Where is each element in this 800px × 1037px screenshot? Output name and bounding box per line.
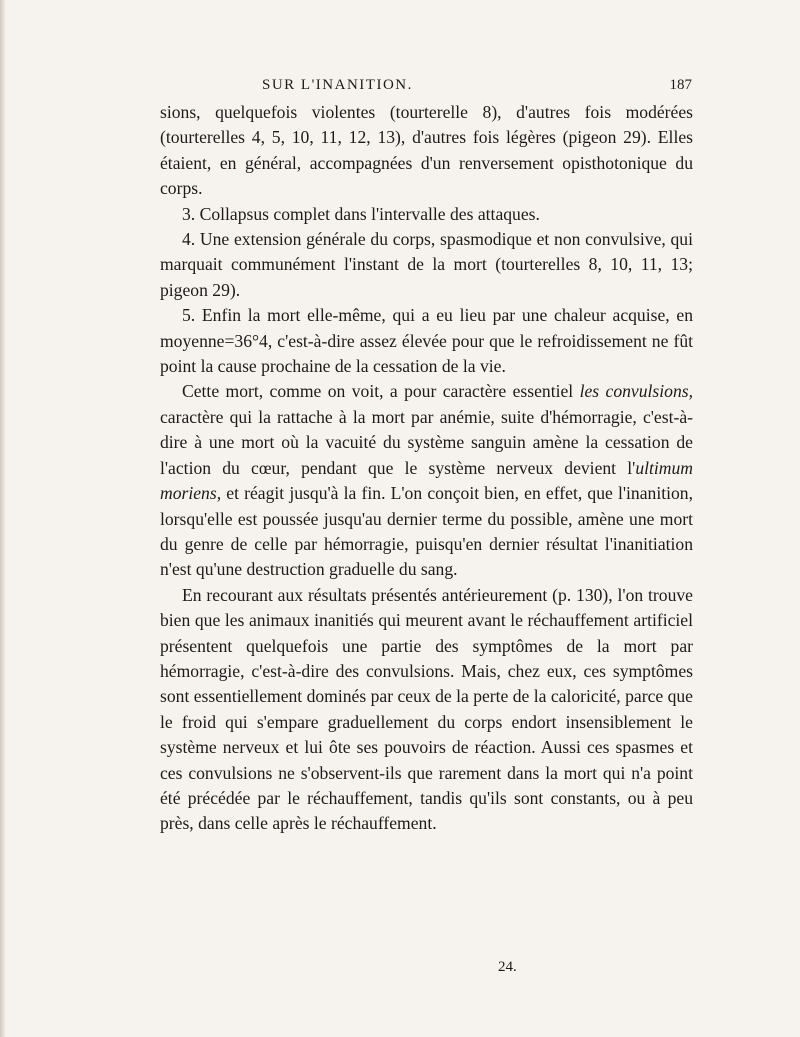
page-gutter-shadow bbox=[0, 0, 5, 1037]
paragraph-text: caractère qui la rattache à la mort par anémie, suite d'hémorragie, c'est-à-dire à une mort où la vacuité du système sanguin amène la cessation de l'action du cœur, pendant que le système nerveux devient l' bbox=[160, 406, 693, 478]
paragraph-text: 5. Enfin la mort elle-même, qui a eu lieu par une chaleur acquise, en moyenne=36°4, c'est-à-dire assez élevée pour que le refroidissement ne fût point la cause prochaine de la cessation de la vie. bbox=[160, 305, 693, 377]
paragraph-text: 4. Une extension générale du corps, spasmodique et non convulsive, qui marquait communément l'instant de la mort (tourterelles 8, 10, 11, 13; pigeon 29). bbox=[160, 229, 693, 300]
paragraph-item-3 bbox=[160, 202, 693, 227]
paragraph bbox=[160, 379, 693, 582]
running-title: SUR L'INANITION. bbox=[262, 77, 413, 93]
paragraph-text: sions, quelquefois violentes (tourterelle 8), d'autres fois modérées (tourterelles 4, 5, 10, 11, 12, 13), d'autres fois légères (pigeon 29). Elles étaient, en général, accompagnées d'un renversement opisthotonique du corps. bbox=[160, 102, 693, 199]
italic-phrase: les convulsions, bbox=[579, 381, 693, 402]
paragraph-item-4 bbox=[160, 227, 693, 303]
signature-mark: 24. bbox=[498, 959, 517, 975]
page-number: 187 bbox=[669, 77, 692, 93]
paragraph-item-5 bbox=[160, 303, 693, 379]
body-text bbox=[160, 100, 693, 837]
paragraph-continued bbox=[160, 100, 693, 202]
paragraph-text: Cette mort, comme on voit, a pour caractère essentiel bbox=[182, 381, 580, 402]
paragraph-text: 3. Collapsus complet dans l'intervalle des attaques. bbox=[182, 203, 540, 224]
paragraph-text: En recourant aux résultats présentés antérieurement (p. 130), l'on trouve bien que les animaux inanitiés qui meurent avant le réchauffement artificiel présentent quelquefois une partie des symptômes de la mort par hémorragie, c'est-à-dire des convulsions. Mais, chez eux, ces symptômes sont essentiellement dominés par ceux de la perte de la caloricité, parce que le froid qui s'empare graduellement du corps endort insensiblement le système nerveux et lui ôte ses pouvoirs de réaction. Aussi ces spasmes et ces convulsions ne s'observent-ils que rarement dans la mort qui n'a point été précédée par le réchauffement, tandis qu'ils sont constants, ou à peu près, dans celle après le réchauffement. bbox=[160, 584, 693, 834]
paragraph bbox=[160, 583, 693, 837]
italic-phrase: ultimum moriens, bbox=[160, 457, 693, 504]
paragraph-text: et réagit jusqu'à la fin. L'on conçoit bien, en effet, que l'inanition, lorsqu'elle est poussée jusqu'au dernier terme du possible, amène une mort du genre de celle par hémorragie, puisqu'en dernier résultat l'inanitiation n'est qu'une destruction graduelle du sang. bbox=[160, 483, 693, 580]
